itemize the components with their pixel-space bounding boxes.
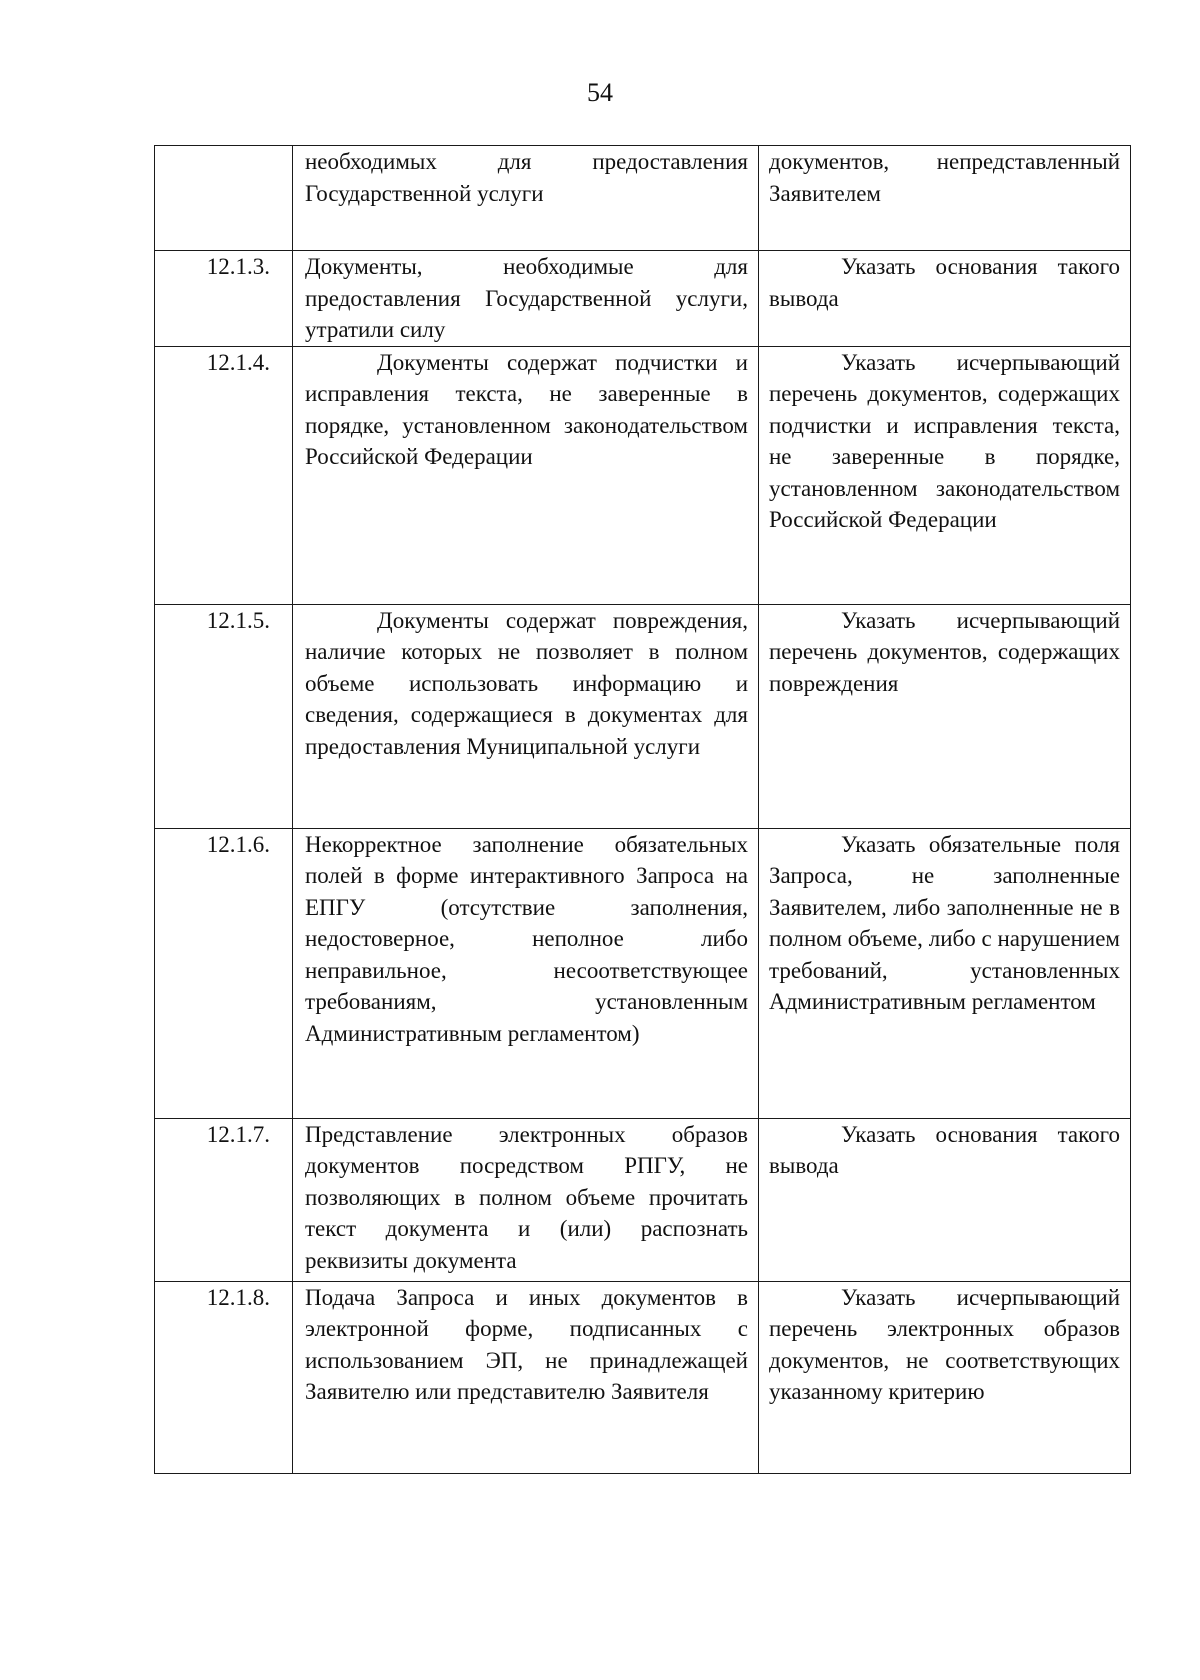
item-number: 12.1.4. <box>155 346 293 604</box>
item-number: 12.1.3. <box>155 251 293 347</box>
refusal-reason-text: Документы, необходимые для предоставления Государственной услуги, утратили силу <box>305 254 748 342</box>
page-number: 54 <box>587 78 613 107</box>
refusal-reason <box>293 828 759 1118</box>
refusal-reason <box>293 604 759 828</box>
item-number <box>155 146 293 251</box>
refusal-reason <box>293 251 759 347</box>
refusal-explanation <box>759 828 1131 1118</box>
refusal-explanation <box>759 346 1131 604</box>
refusal-reason <box>293 1281 759 1473</box>
refusal-reason <box>293 146 759 251</box>
item-number: 12.1.5. <box>155 604 293 828</box>
table-row <box>155 604 1131 828</box>
table-row <box>155 251 1131 347</box>
refusal-explanation-text: Указать исчерпывающий перечень документов, содержащих повреждения <box>769 607 1120 696</box>
refusal-reason <box>293 1118 759 1281</box>
refusal-reason-text: Документы содержат повреждения, наличие которых не позволяет в полном объеме использовать информацию и сведения, содержащиеся в документах для предоставления Муниципальной услуги <box>305 607 748 759</box>
refusal-explanation <box>759 146 1131 251</box>
refusal-explanation <box>759 1281 1131 1473</box>
item-number: 12.1.8. <box>155 1281 293 1473</box>
refusal-explanation-text: Указать исчерпывающий перечень документов, содержащих подчистки и исправления текста, не заверенные в порядке, установленном законодательством Российской Федерации <box>769 349 1120 532</box>
refusal-reason-text: Подача Запроса и иных документов в электронной форме, подписанных с использованием ЭП, не принадлежащей Заявителю или представителю Заявителя <box>305 1284 748 1404</box>
refusal-reason <box>293 346 759 604</box>
refusal-explanation-text: Указать основания такого вывода <box>769 254 1120 311</box>
table-row <box>155 1281 1131 1473</box>
table-row <box>155 1118 1131 1281</box>
refusal-grounds-table <box>154 145 1131 1474</box>
refusal-reason-text: Представление электронных образов документов посредством РПГУ, не позволяющих в полном объеме прочитать текст документа и (или) распознать реквизиты документа <box>305 1121 748 1273</box>
refusal-explanation-text: документов, непредставленный Заявителем <box>769 149 1120 206</box>
refusal-reason-text: Некорректное заполнение обязательных полей в форме интерактивного Запроса на ЕПГУ (отсутствие заполнения, недостоверное, неполное либо неправильное, несоответствующее требованиям, установленным Административным регламентом) <box>305 831 748 1046</box>
refusal-explanation-text: Указать исчерпывающий перечень электронных образов документов, не соответствующих указанному критерию <box>769 1284 1120 1404</box>
refusal-explanation-text: Указать основания такого вывода <box>769 1121 1120 1178</box>
table-row <box>155 346 1131 604</box>
refusal-reason-text: Документы содержат подчистки и исправления текста, не заверенные в порядке, установленном законодательством Российской Федерации <box>305 349 748 469</box>
table-row <box>155 146 1131 251</box>
refusal-reason-text: необходимых для предоставления Государственной услуги <box>305 149 748 206</box>
refusal-explanation-text: Указать обязательные поля Запроса, не заполненные Заявителем, либо заполненные не в полном объеме, либо с нарушением требований, установленных Административным регламентом <box>769 831 1120 1014</box>
refusal-explanation <box>759 1118 1131 1281</box>
item-number: 12.1.7. <box>155 1118 293 1281</box>
refusal-explanation <box>759 251 1131 347</box>
item-number: 12.1.6. <box>155 828 293 1118</box>
table-row <box>155 828 1131 1118</box>
refusal-explanation <box>759 604 1131 828</box>
